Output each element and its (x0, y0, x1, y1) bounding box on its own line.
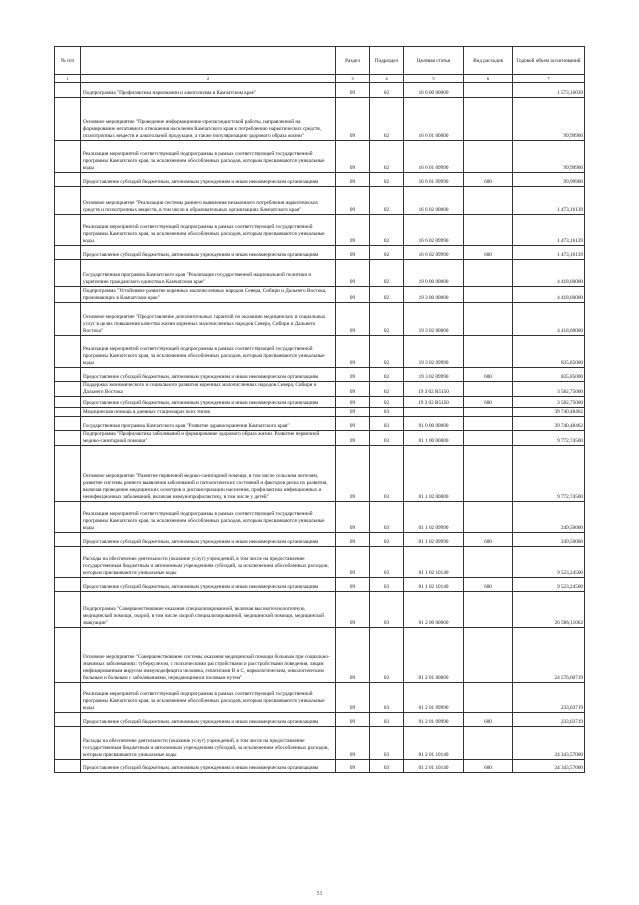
row-section-cell: 09 (336, 303, 370, 336)
row-expense-cell (464, 303, 513, 336)
row-section-cell: 09 (336, 187, 370, 215)
row-target-cell: 19 3 02 09990 (404, 368, 464, 382)
column-number: 3 (336, 75, 370, 83)
budget-table (54, 46, 585, 773)
row-amount-cell: 3 582,75000 (513, 382, 585, 397)
row-amount-cell: 99,99900 (513, 98, 585, 141)
row-name-cell: Предоставление субсидий бюджетным, автономным учреждениям и иным некоммерческим организациям (81, 368, 336, 382)
row-number-cell (55, 397, 81, 408)
row-number-cell (55, 173, 81, 187)
row-name-cell: Предоставление субсидий бюджетным, автономным учреждениям и иным некоммерческим организациям (81, 760, 336, 773)
row-amount-cell: 1 473,16139 (513, 187, 585, 215)
row-target-cell: 01 0 00 00000 (404, 417, 464, 431)
row-target-cell: 16 6 01 00000 (404, 98, 464, 141)
row-target-cell: 19 3 00 00000 (404, 287, 464, 303)
table-row (55, 713, 585, 727)
row-expense-cell: 600 (464, 578, 513, 592)
row-name-cell: Основное мероприятие "Развитие первичной медико-санитарной помощи, в том числе сельским жителям, развитие системы раннего выявления заболеваний и патологических состояний и факторов риска их развития, включая проведение медицинских осмотров и диспансеризации населения, профилактика инфекционных и неинфекционных заболеваний, включая иммунопрофилактику, в том числе у детей" (81, 446, 336, 502)
row-expense-cell (464, 382, 513, 397)
row-target-cell: 19 0 00 00000 (404, 260, 464, 287)
row-amount-cell: 99,99900 (513, 141, 585, 173)
column-number: 1 (55, 75, 81, 83)
row-amount-cell: 9 772,74500 (513, 446, 585, 502)
row-subsection-cell: 03 (370, 578, 404, 592)
row-expense-cell (464, 431, 513, 446)
row-number-cell (55, 303, 81, 336)
row-name-cell: Основное мероприятие "Реализация системы раннего выявления незаконного потребления наркотических средств и психотропных веществ, в том числе в образовательных организациях Камчатского края" (81, 187, 336, 215)
row-section-cell: 09 (336, 260, 370, 287)
row-subsection-cell: 03 (370, 628, 404, 683)
row-amount-cell: 99,99900 (513, 173, 585, 187)
row-section-cell: 09 (336, 417, 370, 431)
row-number-cell (55, 713, 81, 727)
row-expense-cell: 600 (464, 173, 513, 187)
column-number: 7 (513, 75, 585, 83)
row-section-cell: 09 (336, 502, 370, 533)
row-section-cell: 09 (336, 368, 370, 382)
row-target-cell: 16 6 02 09990 (404, 246, 464, 260)
table-row (55, 83, 585, 98)
row-number-cell (55, 260, 81, 287)
table-row (55, 368, 585, 382)
row-name-cell: Предоставление субсидий бюджетным, автономным учреждениям и иным некоммерческим организациям (81, 533, 336, 547)
row-number-cell (55, 547, 81, 578)
row-number-cell (55, 502, 81, 533)
column-number: 2 (81, 75, 336, 83)
table-body (55, 83, 585, 773)
table-row (55, 141, 585, 173)
row-subsection-cell: 02 (370, 173, 404, 187)
row-section-cell: 09 (336, 98, 370, 141)
row-expense-cell (464, 547, 513, 578)
table-row (55, 727, 585, 760)
row-name-cell: Основное мероприятие "Предоставление дополнительных гарантий по оказанию медицинских и социальных услуг в целях повышения качества жизни коренных малочисленных народов Севера, Сибири и Дальнего Востока" (81, 303, 336, 336)
table-row (55, 431, 585, 446)
row-name-cell: Подпрограмма "Устойчивое развитие коренных малочисленных народов Севера, Сибири и Дальнего Востока, проживающих в Камчатском крае" (81, 287, 336, 303)
row-expense-cell (464, 187, 513, 215)
row-section-cell: 09 (336, 628, 370, 683)
row-expense-cell (464, 408, 513, 417)
row-amount-cell: 835,85000 (513, 368, 585, 382)
row-subsection-cell: 03 (370, 408, 404, 417)
table-row (55, 547, 585, 578)
row-section-cell: 09 (336, 683, 370, 713)
row-section-cell: 09 (336, 215, 370, 246)
row-section-cell: 09 (336, 246, 370, 260)
row-subsection-cell: 02 (370, 215, 404, 246)
row-amount-cell: 24 576,60719 (513, 628, 585, 683)
row-number-cell (55, 336, 81, 368)
row-amount-cell: 4 418,60000 (513, 287, 585, 303)
table-row (55, 215, 585, 246)
row-target-cell: 01 1 02 09990 (404, 502, 464, 533)
row-subsection-cell: 03 (370, 446, 404, 502)
row-name-cell: Реализация мероприятий соответствующей подпрограммы в рамках соответствующей государственной программы Камчатского края, за исключением обособленных расходов, которым присваиваются уникальные коды (81, 336, 336, 368)
row-section-cell: 09 (336, 173, 370, 187)
row-subsection-cell: 02 (370, 141, 404, 173)
row-target-cell: 01 2 01 09990 (404, 683, 464, 713)
row-section-cell: 09 (336, 592, 370, 628)
row-expense-cell: 600 (464, 397, 513, 408)
row-name-cell: Предоставление субсидий бюджетным, автономным учреждениям и иным некоммерческим организациям (81, 713, 336, 727)
row-target-cell: 01 1 02 00000 (404, 446, 464, 502)
row-section-cell: 09 (336, 83, 370, 98)
row-section-cell: 09 (336, 408, 370, 417)
row-number-cell (55, 215, 81, 246)
row-number-cell (55, 382, 81, 397)
row-subsection-cell: 03 (370, 417, 404, 431)
page-number: 51 (316, 891, 323, 897)
row-number-cell (55, 246, 81, 260)
header-section: Раздел (336, 47, 370, 75)
row-amount-cell: 835,85000 (513, 336, 585, 368)
table-row (55, 98, 585, 141)
row-target-cell: 16 6 01 09990 (404, 173, 464, 187)
row-number-cell (55, 683, 81, 713)
row-subsection-cell: 03 (370, 502, 404, 533)
row-amount-cell: 39 740,48462 (513, 417, 585, 431)
row-name-cell: Предоставление субсидий бюджетным, автономным учреждениям и иным некоммерческим организациям (81, 578, 336, 592)
table-row (55, 533, 585, 547)
row-amount-cell: 24 343,57000 (513, 760, 585, 773)
row-expense-cell: 600 (464, 368, 513, 382)
row-expense-cell (464, 260, 513, 287)
row-name-cell: Подпрограмма "Совершенствование оказания специализированной, включая высокотехнологичную, медицинской помощи, скорой, в том числе скорой специализированной, медицинской помощи, медицинской эвакуации" (81, 592, 336, 628)
table-row (55, 502, 585, 533)
row-amount-cell: 1 573,16039 (513, 83, 585, 98)
row-section-cell: 09 (336, 533, 370, 547)
row-subsection-cell: 03 (370, 713, 404, 727)
row-name-cell: Расходы на обеспечение деятельности (оказание услуг) учреждений, в том числе на предоставление государственным бюджетным и автономным учреждениям субсидий, за исключением обособленных расходов, которым присваиваются уникальные коды (81, 727, 336, 760)
header-annual-amount: Годовой объем ассигнований (513, 47, 585, 75)
row-target-cell: 19 3 02 R5150 (404, 382, 464, 397)
row-number-cell (55, 533, 81, 547)
row-number-cell (55, 578, 81, 592)
table-header (55, 47, 585, 83)
row-subsection-cell: 03 (370, 533, 404, 547)
row-expense-cell (464, 628, 513, 683)
row-name-cell: Расходы на обеспечение деятельности (оказание услуг) учреждений, в том числе на предоставление государственным бюджетным и автономным учреждениям субсидий, за исключением обособленных расходов, которым присваиваются уникальные коды (81, 547, 336, 578)
row-number-cell (55, 368, 81, 382)
table-row (55, 446, 585, 502)
row-target-cell: 16 6 02 09990 (404, 215, 464, 246)
row-target-cell: 01 1 02 10140 (404, 578, 464, 592)
row-expense-cell: 600 (464, 533, 513, 547)
row-section-cell: 09 (336, 431, 370, 446)
row-subsection-cell: 02 (370, 397, 404, 408)
row-target-cell: 01 1 00 00000 (404, 431, 464, 446)
row-expense-cell (464, 502, 513, 533)
row-amount-cell: 9 523,24500 (513, 547, 585, 578)
row-subsection-cell: 03 (370, 592, 404, 628)
row-number-cell (55, 760, 81, 773)
row-name-cell: Реализация мероприятий соответствующей подпрограммы в рамках соответствующей государственной программы Камчатского края, за исключением обособленных расходов, которым присваиваются уникальные коды (81, 215, 336, 246)
row-target-cell: 16 6 02 00000 (404, 187, 464, 215)
row-section-cell: 09 (336, 141, 370, 173)
table-row (55, 303, 585, 336)
row-expense-cell (464, 592, 513, 628)
row-name-cell: Основное мероприятие "Проведение информационно-пропагандистской работы, направленной на формирование негативного отношения населения Камчатского края к потреблению наркотических средств, психотропных веществ и алкогольной продукции, а также популяризацию здорового образа жизни" (81, 98, 336, 141)
row-expense-cell (464, 215, 513, 246)
row-amount-cell: 233,03719 (513, 713, 585, 727)
row-name-cell: Подпрограмма "Профилактика заболеваний и формирование здорового образа жизни. Развитие первичной медико-санитарной помощи" (81, 431, 336, 446)
row-section-cell: 09 (336, 287, 370, 303)
row-subsection-cell: 03 (370, 760, 404, 773)
row-expense-cell (464, 446, 513, 502)
row-target-cell: 01 2 00 00000 (404, 592, 464, 628)
row-expense-cell: 600 (464, 246, 513, 260)
row-subsection-cell: 02 (370, 260, 404, 287)
row-subsection-cell: 03 (370, 547, 404, 578)
row-expense-cell (464, 336, 513, 368)
row-expense-cell (464, 727, 513, 760)
row-target-cell: 19 3 02 09990 (404, 336, 464, 368)
row-target-cell: 16 6 00 00000 (404, 83, 464, 98)
row-section-cell: 09 (336, 336, 370, 368)
row-expense-cell (464, 141, 513, 173)
table-row (55, 397, 585, 408)
row-section-cell: 09 (336, 446, 370, 502)
row-target-cell: 01 1 02 09990 (404, 533, 464, 547)
row-number-cell (55, 417, 81, 431)
row-name-cell: Реализация мероприятий соответствующей подпрограммы в рамках соответствующей государственной программы Камчатского края, за исключением обособленных расходов, которым присваиваются уникальные коды (81, 502, 336, 533)
row-number-cell (55, 628, 81, 683)
row-section-cell: 09 (336, 760, 370, 773)
row-amount-cell: 1 473,16139 (513, 246, 585, 260)
row-amount-cell: 3 582,75000 (513, 397, 585, 408)
row-amount-cell: 249,50000 (513, 502, 585, 533)
row-name-cell: Реализация мероприятий соответствующей подпрограммы в рамках соответствующей государственной программы Камчатского края, за исключением обособленных расходов, которым присваиваются уникальные коды (81, 141, 336, 173)
row-number-cell (55, 83, 81, 98)
header-target-article: Целевая статья (404, 47, 464, 75)
row-target-cell (404, 408, 464, 417)
row-amount-cell: 9 772,74500 (513, 431, 585, 446)
row-subsection-cell: 02 (370, 336, 404, 368)
row-subsection-cell: 02 (370, 187, 404, 215)
row-expense-cell (464, 287, 513, 303)
row-amount-cell: 26 506,11062 (513, 592, 585, 628)
column-number-row (55, 75, 585, 83)
row-expense-cell (464, 683, 513, 713)
row-target-cell: 01 2 01 10140 (404, 760, 464, 773)
column-number: 6 (464, 75, 513, 83)
row-name-cell: Предоставление субсидий бюджетным, автономным учреждениям и иным некоммерческим организациям (81, 397, 336, 408)
row-target-cell: 19 3 02 00000 (404, 303, 464, 336)
header-name (81, 47, 336, 75)
header-expense-type: Вид расходов (464, 47, 513, 75)
row-subsection-cell: 03 (370, 683, 404, 713)
row-target-cell: 01 2 01 00000 (404, 628, 464, 683)
column-number: 5 (404, 75, 464, 83)
row-amount-cell: 39 740,48462 (513, 408, 585, 417)
row-section-cell: 09 (336, 578, 370, 592)
row-number-cell (55, 727, 81, 760)
row-target-cell: 01 2 01 10140 (404, 727, 464, 760)
row-subsection-cell: 02 (370, 382, 404, 397)
header-number: № п/п (55, 47, 81, 75)
row-number-cell (55, 141, 81, 173)
row-amount-cell: 24 343,57000 (513, 727, 585, 760)
table-row (55, 408, 585, 417)
row-expense-cell: 600 (464, 760, 513, 773)
table-row (55, 683, 585, 713)
row-name-cell: Медицинская помощь в дневных стационарах всех типов (81, 408, 336, 417)
row-subsection-cell: 03 (370, 431, 404, 446)
row-expense-cell (464, 83, 513, 98)
row-number-cell (55, 98, 81, 141)
row-amount-cell: 4 418,60000 (513, 303, 585, 336)
row-subsection-cell: 02 (370, 98, 404, 141)
row-name-cell: Основное мероприятие "Совершенствование системы оказания медицинской помощи больным при социально-значимых заболеваниях: туберкулезом, с психическими расстройствами и расстройствами поведения, лицам инфицированным вирусом иммунодефицита человека, гепатитами В и С, наркологическим, онкологическим больным и больным с заболеваниями, передающимися половым путем" (81, 628, 336, 683)
row-section-cell: 09 (336, 397, 370, 408)
table-row (55, 173, 585, 187)
row-amount-cell: 233,03719 (513, 683, 585, 713)
table-row (55, 592, 585, 628)
row-name-cell: Поддержка экономического и социального развития коренных малочисленных народов Севера, Сибири и Дальнего Востока (81, 382, 336, 397)
row-expense-cell: 600 (464, 713, 513, 727)
row-number-cell (55, 592, 81, 628)
row-number-cell (55, 446, 81, 502)
row-number-cell (55, 431, 81, 446)
row-target-cell: 16 6 01 09990 (404, 141, 464, 173)
table-row (55, 417, 585, 431)
header-subsection: Подраздел (370, 47, 404, 75)
row-name-cell: Государственная программа Камчатского края "Реализация государственной национальной политики и укрепление гражданского единства в Камчатском крае" (81, 260, 336, 287)
row-name-cell: Предоставление субсидий бюджетным, автономным учреждениям и иным некоммерческим организациям (81, 173, 336, 187)
row-target-cell: 01 2 01 09990 (404, 713, 464, 727)
row-target-cell: 01 1 02 10140 (404, 547, 464, 578)
row-subsection-cell: 03 (370, 727, 404, 760)
row-subsection-cell: 02 (370, 368, 404, 382)
table-row (55, 628, 585, 683)
row-subsection-cell: 02 (370, 287, 404, 303)
row-number-cell (55, 187, 81, 215)
row-name-cell: Предоставление субсидий бюджетным, автономным учреждениям и иным некоммерческим организациям (81, 246, 336, 260)
table-row (55, 336, 585, 368)
row-amount-cell: 249,50000 (513, 533, 585, 547)
table-row (55, 382, 585, 397)
row-amount-cell: 4 418,60000 (513, 260, 585, 287)
table-row (55, 260, 585, 287)
row-section-cell: 09 (336, 547, 370, 578)
table-row (55, 287, 585, 303)
row-target-cell: 19 3 02 R5150 (404, 397, 464, 408)
row-amount-cell: 1 473,16139 (513, 215, 585, 246)
row-subsection-cell: 02 (370, 303, 404, 336)
column-number: 4 (370, 75, 404, 83)
row-name-cell: Реализация мероприятий соответствующей подпрограммы в рамках соответствующей государственной программы Камчатского края, за исключением обособленных расходов, которым присваиваются уникальные коды (81, 683, 336, 713)
row-number-cell (55, 287, 81, 303)
row-expense-cell (464, 417, 513, 431)
row-section-cell: 09 (336, 727, 370, 760)
row-subsection-cell: 02 (370, 246, 404, 260)
row-name-cell: Подпрограмма "Профилактика наркомании и алкоголизма в Камчатском крае" (81, 83, 336, 98)
table-row (55, 760, 585, 773)
row-subsection-cell: 02 (370, 83, 404, 98)
row-amount-cell: 9 523,24500 (513, 578, 585, 592)
table-row (55, 578, 585, 592)
row-section-cell: 09 (336, 713, 370, 727)
row-section-cell: 09 (336, 382, 370, 397)
table-row (55, 187, 585, 215)
row-name-cell: Государственная программа Камчатского края "Развитие здравоохранения Камчатского края" (81, 417, 336, 431)
table-row (55, 246, 585, 260)
row-expense-cell (464, 98, 513, 141)
row-number-cell (55, 408, 81, 417)
